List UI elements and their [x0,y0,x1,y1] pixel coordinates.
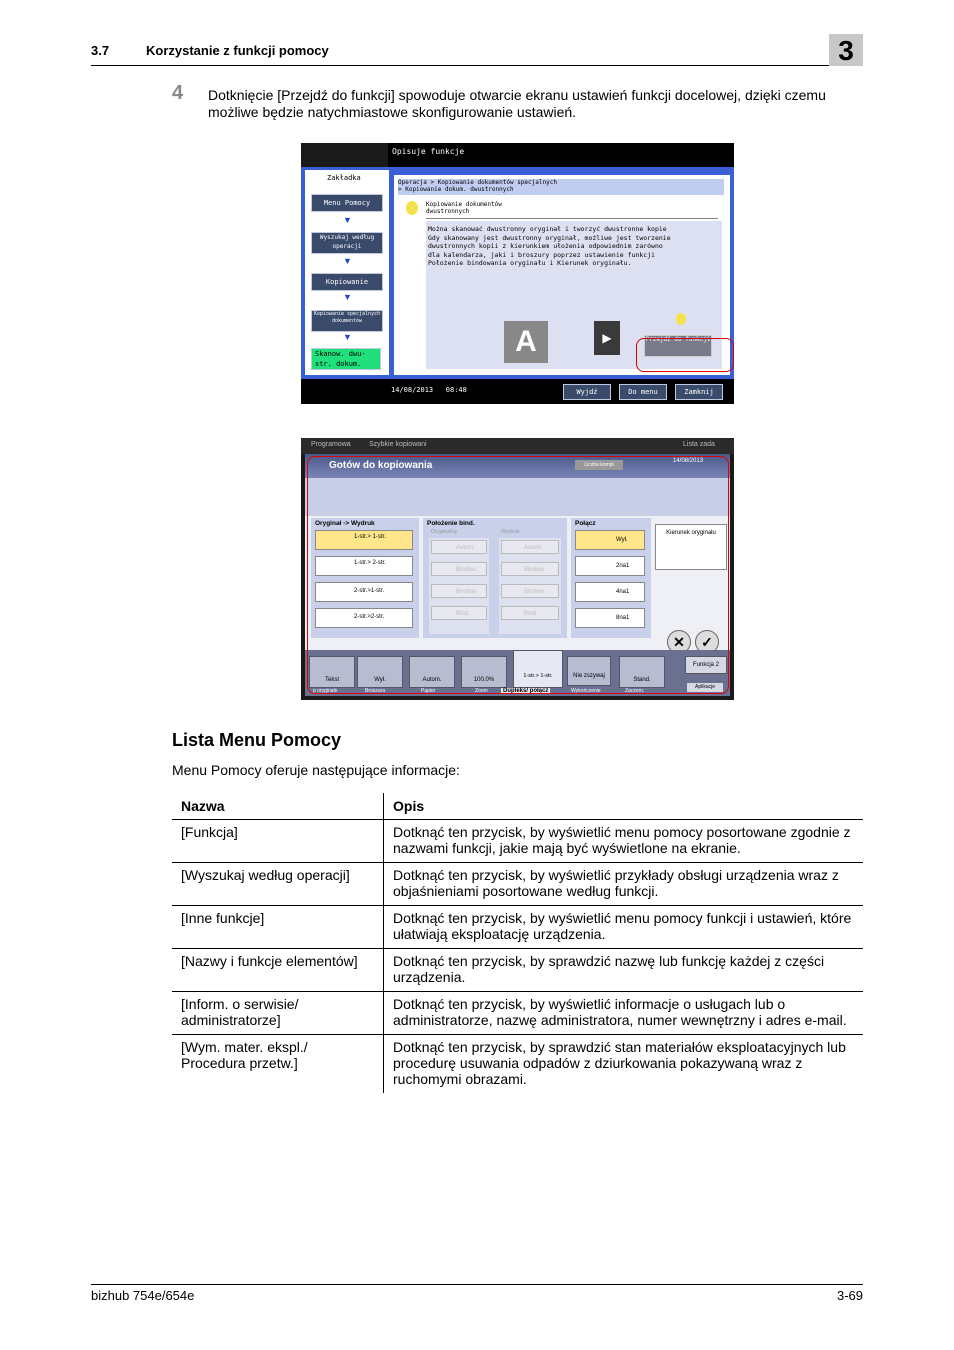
combine-2in1[interactable]: 2na1 [575,556,645,576]
step-text: Dotknięcie [Przejdź do funkcji] spowoduje otwarcie ekranu ustawień funkcji docelowej, dzięki czemu możliwe będzie natychmiastowe skonfigurowanie ustawień. [208,87,826,120]
footer-page-number: 3-69 [836,1288,863,1303]
func-paper[interactable]: Autom. [409,656,455,688]
bind-out-left: Bindow. [501,562,559,576]
orig-option-1-1[interactable]: 1-str.> 1-str. [315,530,413,550]
help-screen-title: Opisuje funkcje [388,143,734,167]
nav-menu-pomocy[interactable]: Menu Pomocy [311,194,383,212]
help-content-panel [394,175,730,375]
date-label: 14/08/2013 [673,458,704,464]
combine-off[interactable]: Wył. [575,530,645,550]
table-row [172,863,863,906]
footer-rule [91,1284,863,1285]
step-number: 4 [172,82,184,104]
column-header-name: Nazwa [172,793,384,820]
arrow-down-icon: ▼ [343,292,352,302]
table-header-row [172,793,863,820]
footer-model: bizhub 754e/654e [91,1288,195,1303]
binding-label: Położenie bind. [427,520,475,527]
func-label-density: Zaczern. [625,688,645,694]
lightbulb-icon [406,201,418,215]
nav-kopiowanie-specjalnych[interactable]: Kopiowanie specjalnych dokumentów [311,310,383,332]
duplex-settings-screenshot [301,438,734,700]
func-label-finishing: Wykończenie [571,688,601,694]
orig-option-1-2[interactable]: 1-str.> 2-str. [315,556,413,576]
row-name: [Nazwy i funkcje elementów] [172,949,384,992]
combine-8in1[interactable]: 8na1 [575,608,645,628]
to-menu-button[interactable]: Do menu [619,384,667,400]
row-desc: Dotknąć ten przycisk, by sprawdzić stan materiałów eksploatacyjnych lub procedurę usuwania odpadów z dziurkowania pokazywaną wraz z ruchomymi obrazami. [393,1039,846,1087]
tab-szybkie[interactable]: Szybkie kopiowani [369,441,427,448]
datetime: 14/08/2013 08:48 [391,386,467,394]
func-original[interactable]: Tekst [309,656,355,688]
bind-orig-label: Oryginalny [431,529,458,535]
func-label-booklet: Broszura [365,688,386,694]
play-animation-icon[interactable]: ▶ [594,321,620,355]
lightbulb-icon [676,313,686,325]
func-density[interactable]: Stand. [619,656,665,688]
checker-button[interactable]: Liczba kompl [575,460,623,470]
section-intro: Menu Pomocy oferuje następujące informacje: [172,762,460,778]
help-nav-panel [305,170,389,375]
duplex-illustration-icon: A [504,321,548,363]
help-description: Można skanować dwustronny oryginał i tworzyć dwustronne kopie Gdy skanowany jest dwustronny oryginał, możliwe jest tworzenie dwustronnych kopii z kierunkiem ułożenia odpowiednim zarówno dla kalendarza, jaki i broszury poprzez ustawienie funkcji Położenie bindowania oryginału i Kierunek oryginału. [428,225,671,267]
func-function2[interactable]: Funkcja 2 [685,656,727,674]
close-button[interactable]: Zamknij [675,384,723,400]
bind-out-label: Wydruk [501,529,520,535]
orig-option-2-1[interactable]: 2-str.>1-str. [315,582,413,602]
section-title: Korzystanie z funkcji pomocy [146,43,329,58]
help-tab-label: Zakładka [327,174,361,182]
combine-label: Połącz [575,520,596,527]
table-row [172,820,863,863]
top-tabs [301,438,734,454]
row-desc: Dotknąć ten przycisk, by wyświetlić przykłady obsługi urządzenia wraz z objaśnieniami posortowane według funkcji. [384,863,864,906]
func-finishing[interactable]: Nie zszywaj [567,656,611,686]
bind-orig-top: Bindow. [431,584,487,598]
tab-programowa[interactable]: Programowa [311,441,351,448]
row-name: [Funkcja] [172,820,384,863]
nav-kopiowanie[interactable]: Kopiowanie [311,273,383,291]
goto-function-button[interactable]: Przejdź do funkcji [644,335,712,357]
help-bottom-bar [301,379,734,404]
table-row [172,1035,863,1094]
help-breadcrumb: Operacja > Kopiowanie dokumentów specjalnych > Kopiowanie dokum. dwustronnych [398,179,724,195]
divider [426,218,718,219]
func-label-apps[interactable]: Aplikacje [687,683,723,692]
highlight-circle [636,338,734,372]
arrow-down-icon: ▼ [343,256,352,266]
section-heading: Lista Menu Pomocy [172,730,342,750]
header-rule [91,65,863,66]
row-desc: Dotknąć ten przycisk, by sprawdzić nazwę lub funkcję każdej z części urządzenia. [384,949,864,992]
ok-icon[interactable]: ✓ [695,630,719,654]
orig-option-2-2[interactable]: 2-str.>2-str. [315,608,413,628]
orientation-label: Kierunek oryginału [666,530,716,536]
bind-out-bind: Bind. [501,606,559,620]
help-topic: Kopiowanie dokumentów dwustronnych [426,201,502,215]
section-number: 3.7 [91,43,110,58]
row-desc: Dotknąć ten przycisk, by wyświetlić menu pomocy posortowane zgodnie z nazwami funkcji, jakie mają być wyświetlone na ekranie. [384,820,864,863]
status-text: Gotów do kopiowania [329,460,433,471]
table-row [172,992,863,1035]
chapter-badge: 3 [829,34,863,66]
help-menu-table [172,793,863,1093]
table-row [172,949,863,992]
func-zoom[interactable]: 100.0% [461,656,507,688]
combine-4in1[interactable]: 4na1 [575,582,645,602]
func-booklet[interactable]: Wył. [357,656,403,688]
func-duplex[interactable]: 1-str.> 1-str. [513,650,563,688]
arrow-down-icon: ▼ [343,332,352,342]
bind-orig-left: Bindow. [431,562,487,576]
arrow-down-icon: ▼ [343,215,352,225]
tab-job-list[interactable]: Lista zada [683,441,715,448]
exit-button[interactable]: Wyjdź [563,384,611,400]
row-name: [Inform. o serwisie/ administratorze] [172,992,384,1035]
orig-output-label: Oryginał -> Wydruk [315,520,375,527]
row-name: [Wym. mater. ekspl./ Procedura przetw.] [172,1035,384,1094]
row-desc: Dotknąć ten przycisk, by wyświetlić menu pomocy funkcji i ustawień, które ułatwiają eksploatację urządzenia. [384,906,864,949]
row-name: [Inne funkcje] [172,906,384,949]
help-screen-screenshot [301,143,734,404]
row-name: [Wyszukaj według operacji] [172,863,384,906]
column-header-desc: Opis [384,793,864,820]
bind-out-top: Bindow. [501,584,559,598]
bind-out-auto: Autom. [501,540,559,554]
nav-wyszukaj[interactable]: Wyszukaj według operacji [311,232,383,254]
func-label-zoom: Zoom [475,688,488,694]
func-label-duplex: Dupleks/ połącz [503,688,549,694]
func-label-original: p oryginaln [313,688,338,694]
highlight-frame [307,456,729,694]
bind-orig-auto: Autom. [431,540,487,554]
row-desc: Dotknąć ten przycisk, by wyświetlić informacje o usługach lub o administratorze, nazwę administratora, numer wewnętrzny i adres e-mail. [384,992,864,1035]
cancel-icon[interactable]: ✕ [667,630,691,654]
func-label-paper: Papier [421,688,436,694]
table-row [172,906,863,949]
nav-skanow-dwu-str[interactable]: Skanow. dwu-str. dokum. [311,348,381,370]
bind-orig-bind: Bind. [431,606,487,620]
